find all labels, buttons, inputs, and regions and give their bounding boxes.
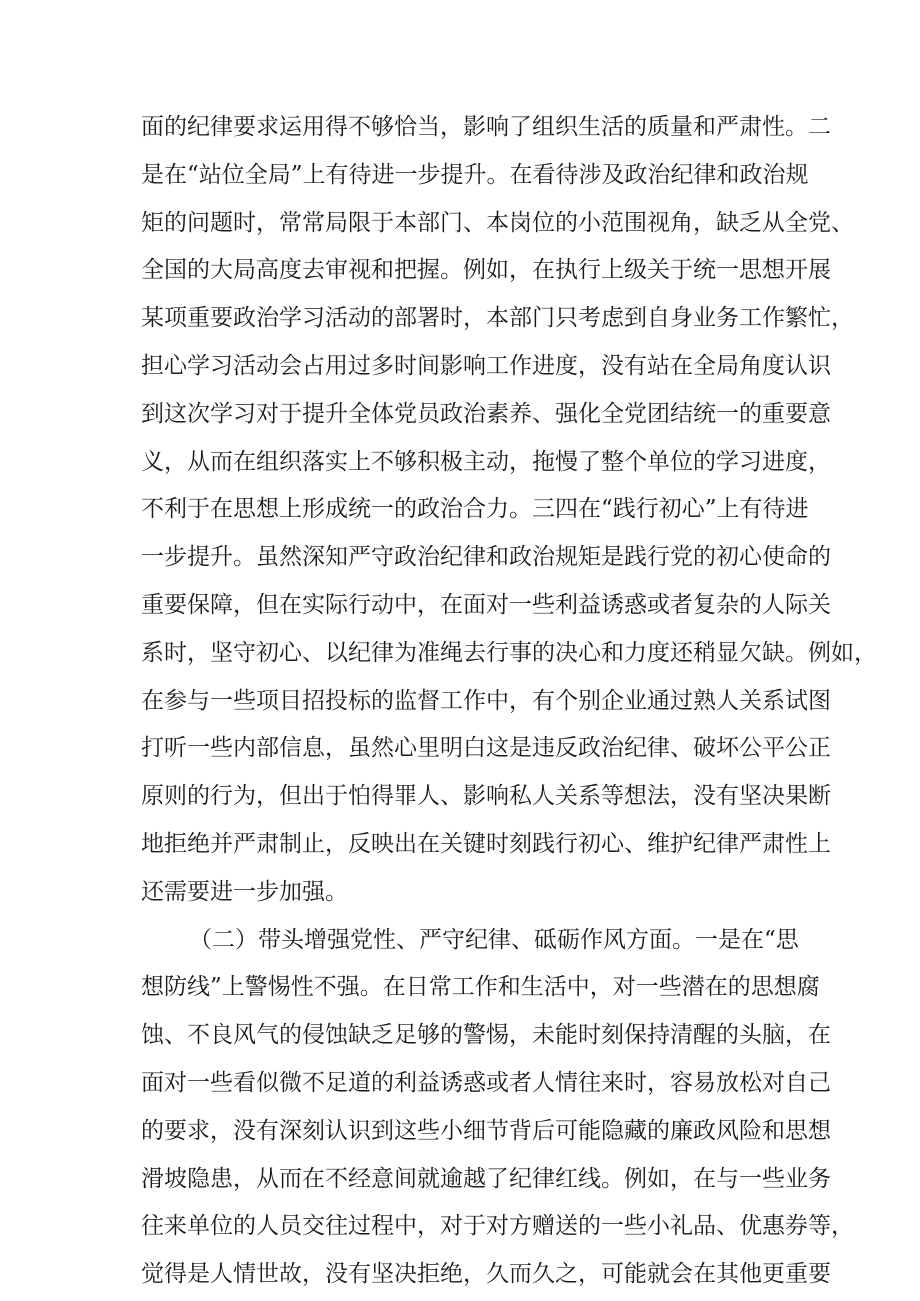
text-line: 担心学习活动会占用过多时间影响工作进度，没有站在全局角度认识 bbox=[141, 352, 831, 379]
text-line: 矩的问题时，常常局限于本部门、本岗位的小范围视角，缺乏从全党、 bbox=[141, 209, 854, 236]
text-line: 蚀、不良风气的侵蚀缺乏足够的警惕，未能时刻保持清醒的头脑，在 bbox=[141, 1022, 831, 1049]
text-line: 面对一些看似微不足道的利益诱惑或者人情往来时，容易放松对自己 bbox=[141, 1069, 831, 1096]
text-line: 原则的行为，但出于怕得罪人、影响私人关系等想法，没有坚决果断 bbox=[141, 783, 831, 810]
text-line: 滑坡隐患，从而在不经意间就逾越了纪律红线。例如，在与一些业务 bbox=[141, 1165, 831, 1192]
paragraph-party-spirit-section bbox=[141, 917, 854, 1299]
section-heading-line: （二）带头增强党性、严守纪律、砥砺作风方面。一是在“思 bbox=[189, 926, 799, 953]
document-page bbox=[141, 104, 877, 1299]
text-line: 全国的大局高度去审视和把握。例如，在执行上级关于统一思想开展 bbox=[141, 257, 831, 284]
text-line: 某项重要政治学习活动的部署时，本部门只考虑到自身业务工作繁忙， bbox=[141, 305, 854, 332]
text-line: 不利于在思想上形成统一的政治合力。三四在“践行初心”上有待进 bbox=[141, 496, 809, 523]
text-line: 系时，坚守初心、以纪律为准绳去行事的决心和力度还稍显欠缺。例如， bbox=[141, 639, 877, 666]
text-line: 重要保障，但在实际行动中，在面对一些利益诱惑或者复杂的人际关 bbox=[141, 591, 831, 618]
text-line: 想防线”上警惕性不强。在日常工作和生活中，对一些潜在的思想腐 bbox=[141, 974, 820, 1001]
paragraph-discipline-continued bbox=[141, 104, 877, 917]
text-line: 义，从而在组织落实上不够积极主动，拖慢了整个单位的学习进度， bbox=[141, 448, 831, 475]
text-line: 在参与一些项目招投标的监督工作中，有个别企业通过熟人关系试图 bbox=[141, 687, 831, 714]
text-line: 一步提升。虽然深知严守政治纪律和政治规矩是践行党的初心使命的 bbox=[141, 544, 831, 571]
text-line: 是在“站位全局”上有待进一步提升。在看待涉及政治纪律和政治规 bbox=[141, 161, 809, 188]
text-line: 往来单位的人员交往过程中，对于对方赠送的一些小礼品、优惠券等， bbox=[141, 1213, 854, 1240]
text-line: 还需要进一步加强。 bbox=[141, 878, 348, 905]
text-line: 地拒绝并严肃制止，反映出在关键时刻践行初心、维护纪律严肃性上 bbox=[141, 830, 831, 857]
text-line: 面的纪律要求运用得不够恰当，影响了组织生活的质量和严肃性。二 bbox=[141, 114, 831, 140]
text-line: 到这次学习对于提升全体党员政治素养、强化全党团结统一的重要意 bbox=[141, 400, 831, 427]
text-line: 觉得是人情世故，没有坚决拒绝，久而久之，可能就会在其他更重要 bbox=[141, 1261, 831, 1288]
text-line: 的要求，没有深刻认识到这些小细节背后可能隐藏的廉政风险和思想 bbox=[141, 1117, 831, 1144]
text-line: 打听一些内部信息，虽然心里明白这是违反政治纪律、破坏公平公正 bbox=[141, 735, 831, 762]
